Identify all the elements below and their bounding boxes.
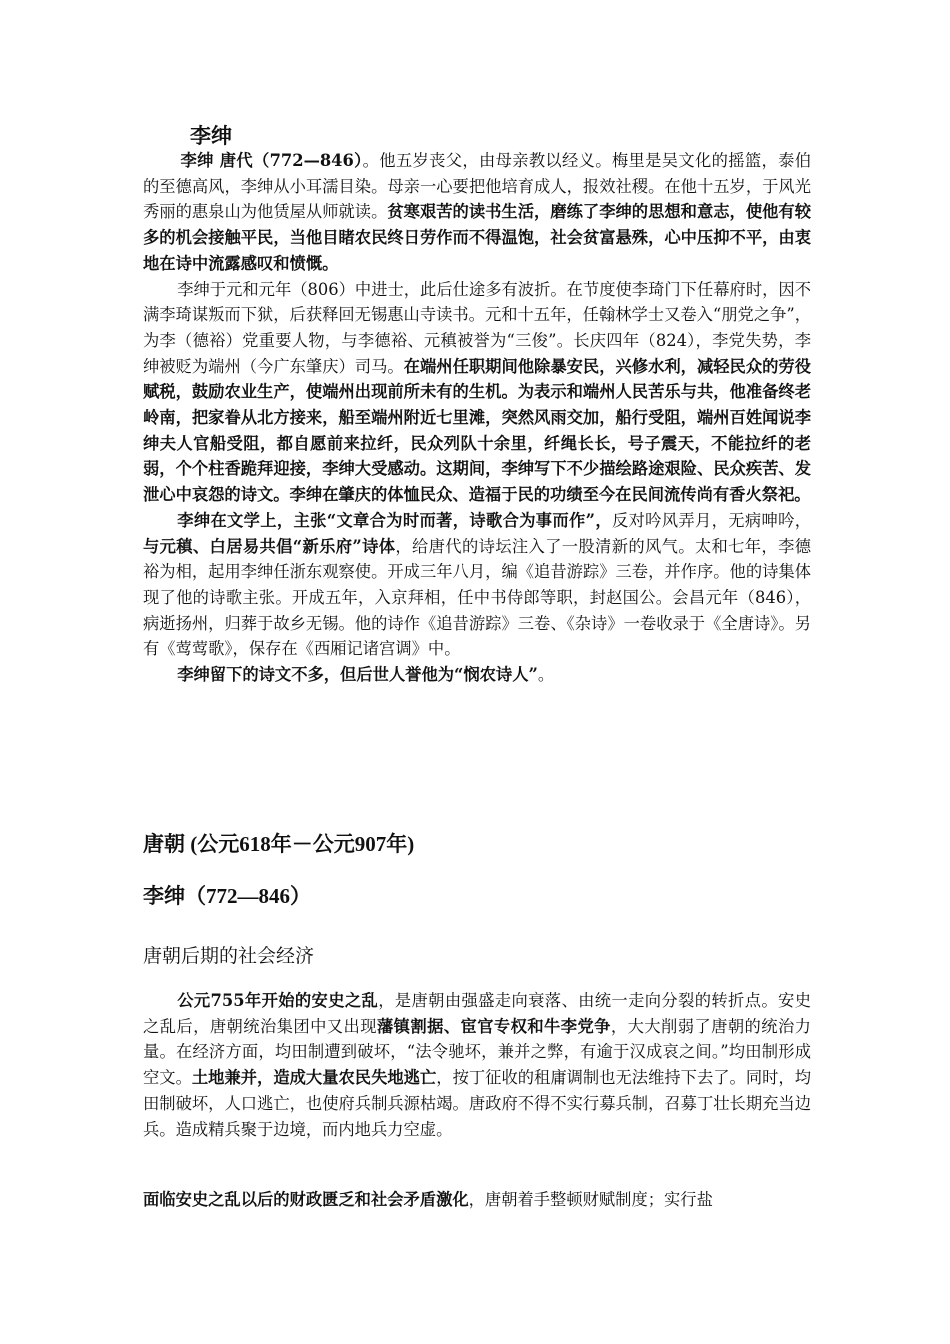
section-body — [143, 988, 811, 1142]
text-run: 。 — [537, 665, 555, 685]
bold-run: 面临安史之乱以后的财政匮乏和社会矛盾激化 — [143, 1190, 469, 1209]
person-heading: 李绅（772—846） — [143, 884, 311, 908]
bold-run: 贫寒艰苦的读书生活，磨练了李绅的思想和意志，使他有较多的机会接触平民，当他目睹农民终日劳作而不得温饱，社会贫富悬殊，心中压抑不平，由衷地在诗中流露感叹和愤慨。 — [143, 202, 811, 273]
text-run: 李绅于元和元年（806）中进士，此后仕途多有波折。在节度使李琦门下任幕府时，因不满李琦谋叛而下狱，后获释回无锡惠山寺读书。元和十五年，任翰林学士又卷入“朋党之争”，为李（德裕）党重要人物，与李德裕、元稹被誉为“三俊”。长庆四年（824），李党失势，李绅被贬为端州（今广东肇庆）司马。 — [143, 279, 811, 376]
text-run: ，给唐代的诗坛注入了一股清新的风气。太和七年，李德裕为相，起用李绅任浙东观察使。开成三年八月，编《追昔游踪》三卷，并作序。他的诗集体现了他的诗歌主张。开成五年，入京拜相，任中书侍郎等职，封赵国公。会昌元年（846），病逝扬州，归葬于故乡无锡。他的诗作《追昔游踪》三卷、《杂诗》一卷收录于《全唐诗》。另有《莺莺歌》，保存在《西厢记诸宫调》中。 — [143, 536, 811, 659]
text-run: 。他五岁丧父，由母亲教以经义。梅里是吴文化的摇篮，泰伯的至德高风，李绅从小耳濡目染。母亲一心要把他培育成人，报效社稷。在他十五岁，于风光秀丽的惠泉山为他赁屋从师就读。 — [143, 151, 811, 222]
bold-run: 藩镇割据、宦官专权和牛李党争 — [376, 1016, 611, 1036]
text-run: ，按丁征收的租庸调制也无法维持下去了。同时，均田制破坏，人口逃亡，也使府兵制兵源枯竭。唐政府不得不实行募兵制，召募丁壮长期充当边兵。造成精兵聚于边境，而内地兵力空虚。 — [143, 1068, 811, 1139]
bold-run: 李绅在文学上，主张“文章合为时而著，诗歌合为事而作”， — [177, 510, 612, 530]
text-run: 反对吟风弄月，无病呻吟， — [611, 510, 811, 530]
paragraph-literature — [143, 508, 811, 662]
bold-run: 李绅留下的诗文不多，但后世人誉他为“悯农诗人” — [177, 665, 538, 685]
bold-run: 在端州任职期间他除暴安民，兴修水利，减轻民众的劳役赋税，鼓励农业生产，使端州出现前所未有的生机。为表示和端州人民苦乐与共，他准备终老岭南，把家眷从北方接来，船至端州附近七里滩，突然风雨交加，船行受阻，端州百姓闻说李绅夫人官船受阻，都自愿前来拉纤，民众列队十余里，纤绳长长，号子震天，不能拉纤的老弱，个个柱香跪拜迎接，李绅大受感动。这期间，李绅写下不少描绘路途艰险、民众疾苦、发泄心中哀怨的诗文。李绅在肇庆的体恤民众、造福于民的功绩至今在民间流传尚有香火祭祀。 — [143, 356, 811, 505]
bold-run: 公元755年开始的安史之乱 — [177, 991, 379, 1010]
lead-name-dates: 李绅 唐代（772—846） — [180, 151, 363, 170]
paragraph-career — [143, 277, 811, 508]
paragraph-fiscal-reform — [143, 1187, 811, 1213]
paragraph-an-shi-rebellion — [143, 988, 811, 1142]
bold-run: 与元稹、白居易共倡“新乐府”诗体 — [143, 536, 396, 556]
article-body — [143, 148, 811, 688]
text-run: ，大大削弱了唐朝的统治力量。在经济方面，均田制遭到破坏，“法令驰坏，兼并之弊，有逾于汉成哀之间。”均田制形成空文。 — [143, 1016, 811, 1088]
paragraph-early-life — [143, 148, 811, 277]
article-title: 李绅 — [190, 124, 232, 148]
text-run: ，是唐朝由强盛走向衰落、由统一走向分裂的转折点。安史之乱后，唐朝统治集团中又出现 — [143, 991, 811, 1036]
dynasty-heading: 唐朝 (公元618年－公元907年) — [143, 832, 415, 856]
section-heading: 唐朝后期的社会经济 — [143, 945, 315, 967]
bold-run: 土地兼并，造成大量农民失地逃亡 — [191, 1068, 437, 1088]
paragraph-legacy — [143, 662, 811, 688]
text-run: ，唐朝着手整顿财赋制度；实行盐 — [468, 1190, 713, 1209]
section-body-continued — [143, 1187, 811, 1213]
